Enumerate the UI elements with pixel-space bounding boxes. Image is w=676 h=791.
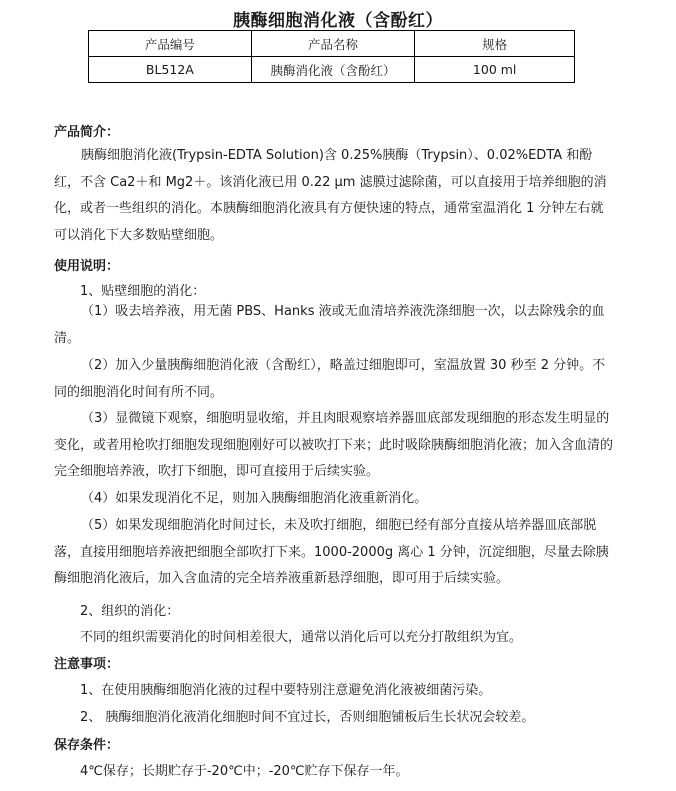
intro-paragraph: 胰酶细胞消化液(Trypsin-EDTA Solution)含 0.25%胰酶（Trypsin）、0.02%EDTA 和酚红，不含 Ca2＋和 Mg2＋。该消化液已用 0.22 μm 滤膜过滤除菌，可以直接用于培养细胞的消化，或者一些组织的消化。本胰酶细胞消化液具有方便快速的特点，通常室温消化 1 分钟左右就可以消化下大多数贴壁细胞。 bbox=[54, 148, 607, 243]
usage-step-5: （5）如果发现细胞消化时间过长，未及吹打细胞，细胞已经有部分直接从培养器皿底部脱落，直接用细胞培养液把细胞全部吹打下来。1000-2000g 离心 1 分钟，沉淀细胞，尽量去除胰酶细胞消化液后，加入含血清的完全培养液重新悬浮细胞，即可用于后续实验。 bbox=[54, 518, 609, 586]
usage-step-1: （1）吸去培养液，用无菌 PBS、Hanks 液或无血清培养液洗涤细胞一次，以去除残余的血清。 bbox=[54, 304, 605, 346]
intro-heading: 产品简介： bbox=[54, 125, 120, 140]
table-header-row bbox=[89, 31, 575, 57]
usage-step-4: （4）如果发现消化不足，则加入胰酶细胞消化液重新消化。 bbox=[81, 491, 428, 506]
note-2: 2、 胰酶细胞消化液消化细胞时间不宜过长，否则细胞铺板后生长状况会较差。 bbox=[80, 710, 535, 725]
header-product-code: 产品编号 bbox=[89, 31, 252, 57]
header-product-name: 产品名称 bbox=[251, 31, 415, 57]
table-row bbox=[89, 57, 575, 83]
storage-heading: 保存条件： bbox=[54, 738, 120, 753]
storage-text: 4℃保存；长期贮存于-20℃中；-20℃贮存下保存一年。 bbox=[80, 764, 409, 779]
cell-spec: 100 ml bbox=[415, 57, 575, 83]
usage-heading: 使用说明： bbox=[54, 259, 120, 274]
spec-table bbox=[88, 30, 575, 83]
note-1: 1、在使用胰酶细胞消化液的过程中要特别注意避免消化液被细菌污染。 bbox=[80, 683, 492, 698]
cell-product-name: 胰酶消化液（含酚红） bbox=[251, 57, 415, 83]
usage-sub-adherent: 1、贴壁细胞的消化： bbox=[80, 284, 206, 299]
cell-product-code: BL512A bbox=[89, 57, 252, 83]
notes-heading: 注意事项： bbox=[54, 657, 120, 672]
usage-sub-tissue: 2、组织的消化： bbox=[80, 604, 180, 619]
usage-step-3: （3）显微镜下观察，细胞明显收缩，并且肉眼观察培养器皿底部发现细胞的形态发生明显的变化，或者用枪吹打细胞发现细胞刚好可以被吹打下来；此时吸除胰酶细胞消化液；加入含血清的完全细胞培养液，吹打下细胞，即可直接用于后续实验。 bbox=[54, 411, 614, 479]
usage-tissue-text: 不同的组织需要消化的时间相差很大，通常以消化后可以充分打散组织为宜。 bbox=[80, 630, 523, 645]
header-spec: 规格 bbox=[415, 31, 575, 57]
document-title: 胰酶细胞消化液（含酚红） bbox=[233, 11, 443, 31]
usage-step-2: （2）加入少量胰酶细胞消化液（含酚红），略盖过细胞即可，室温放置 30 秒至 2 分钟。不同的细胞消化时间有所不同。 bbox=[54, 358, 606, 400]
